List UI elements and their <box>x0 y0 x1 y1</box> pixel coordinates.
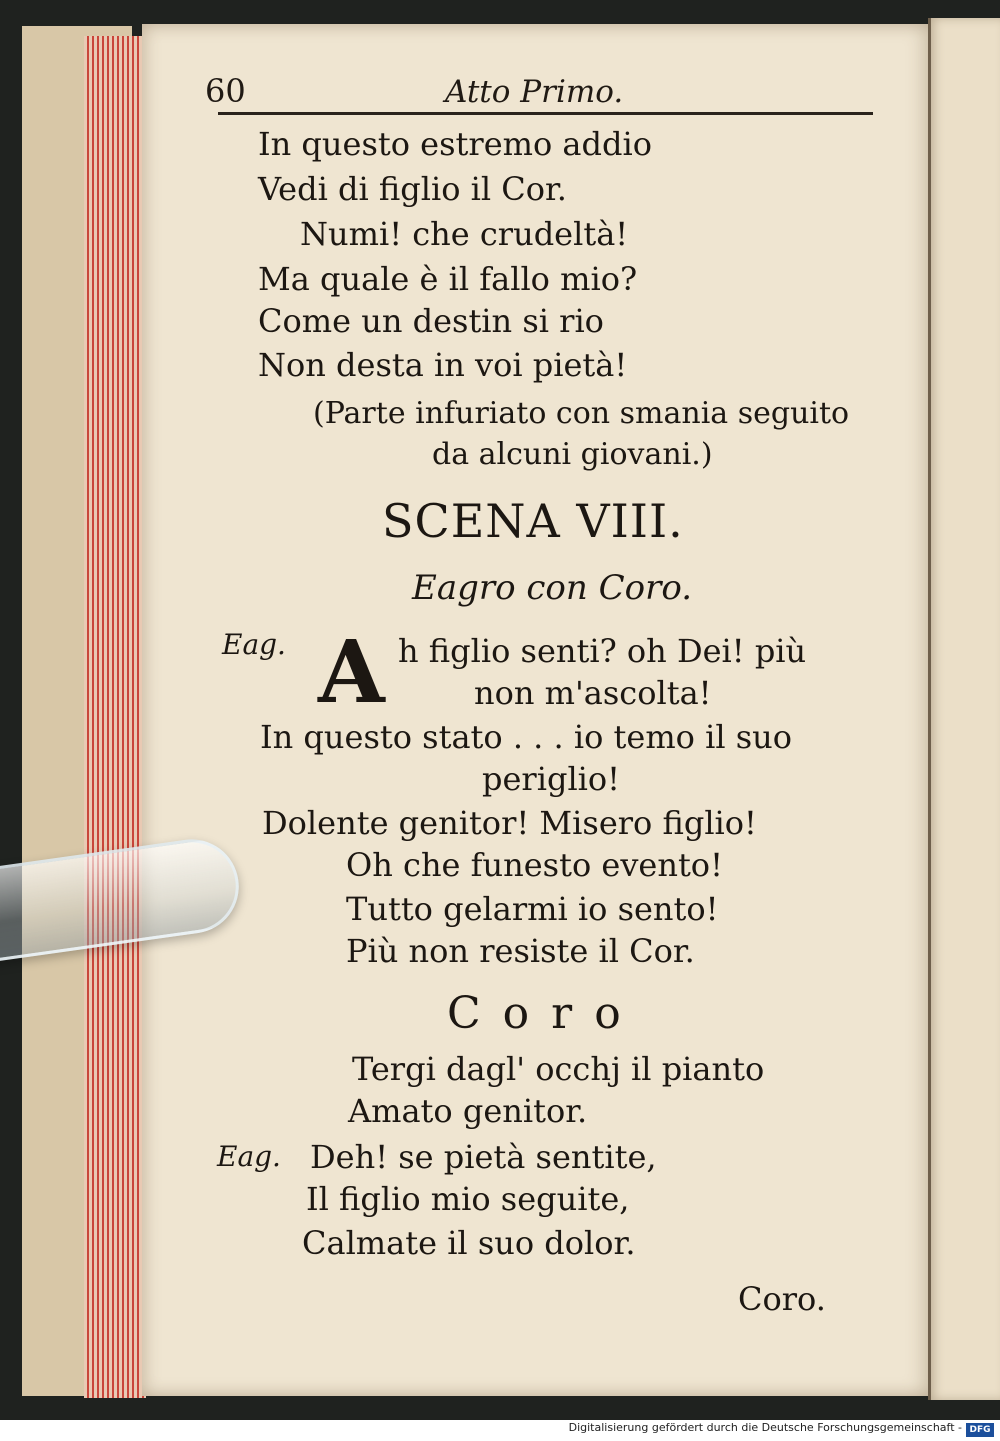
verse-line: Vedi di figlio il Cor. <box>258 170 567 208</box>
verse-line: Ma quale è il fallo mio? <box>258 260 638 298</box>
verse-line: Dolente genitor! Misero figlio! <box>262 804 757 842</box>
stage-direction: da alcuni giovani.) <box>432 437 713 472</box>
verse-line: periglio! <box>482 760 621 798</box>
facing-page-edge <box>928 18 1000 1400</box>
speaker-label: Eag. <box>217 1140 281 1173</box>
chorus-heading: Coro <box>447 988 643 1039</box>
verse-line: Calmate il suo dolor. <box>302 1224 636 1262</box>
stage-direction: (Parte infuriato con smania seguito <box>313 396 850 431</box>
verse-line: Tergi dagl' occhj il pianto <box>352 1050 765 1088</box>
verse-line: Il figlio mio seguite, <box>306 1180 630 1218</box>
verse-line: h figlio senti? oh Dei! più <box>398 632 807 670</box>
verse-line: Non desta in voi pietà! <box>258 346 628 384</box>
funding-credit: Digitalisierung gefördert durch die Deutsche Forschungsgemeinschaft - <box>568 1421 962 1434</box>
book-gutter <box>928 18 931 1400</box>
page-header <box>205 72 875 112</box>
verse-line: Più non resiste il Cor. <box>346 932 695 970</box>
drop-cap: A <box>318 622 385 723</box>
verse-line: Numi! che crudeltà! <box>300 215 629 253</box>
header-rule <box>218 112 873 115</box>
verse-line: Come un destin si rio <box>258 302 604 340</box>
scene-subtitle: Eagro con Coro. <box>412 568 693 608</box>
page-number: 60 <box>205 72 246 110</box>
verse-line: Amato genitor. <box>348 1092 588 1130</box>
speaker-label: Eag. <box>222 628 286 661</box>
verse-line: Oh che funesto evento! <box>346 846 723 884</box>
catchword: Coro. <box>738 1280 826 1318</box>
running-head: Atto Primo. <box>445 74 624 110</box>
verse-line: Deh! se pietà sentite, <box>310 1138 657 1176</box>
verse-line: In questo stato . . . io temo il suo <box>260 718 793 756</box>
dfg-logo: DFG <box>966 1423 994 1437</box>
verse-line: Tutto gelarmi io sento! <box>346 890 719 928</box>
verse-line: In questo estremo addio <box>258 125 652 163</box>
scene-title: SCENA VIII. <box>382 494 684 548</box>
page-edge-stack <box>84 36 146 1398</box>
verse-line: non m'ascolta! <box>474 674 712 712</box>
